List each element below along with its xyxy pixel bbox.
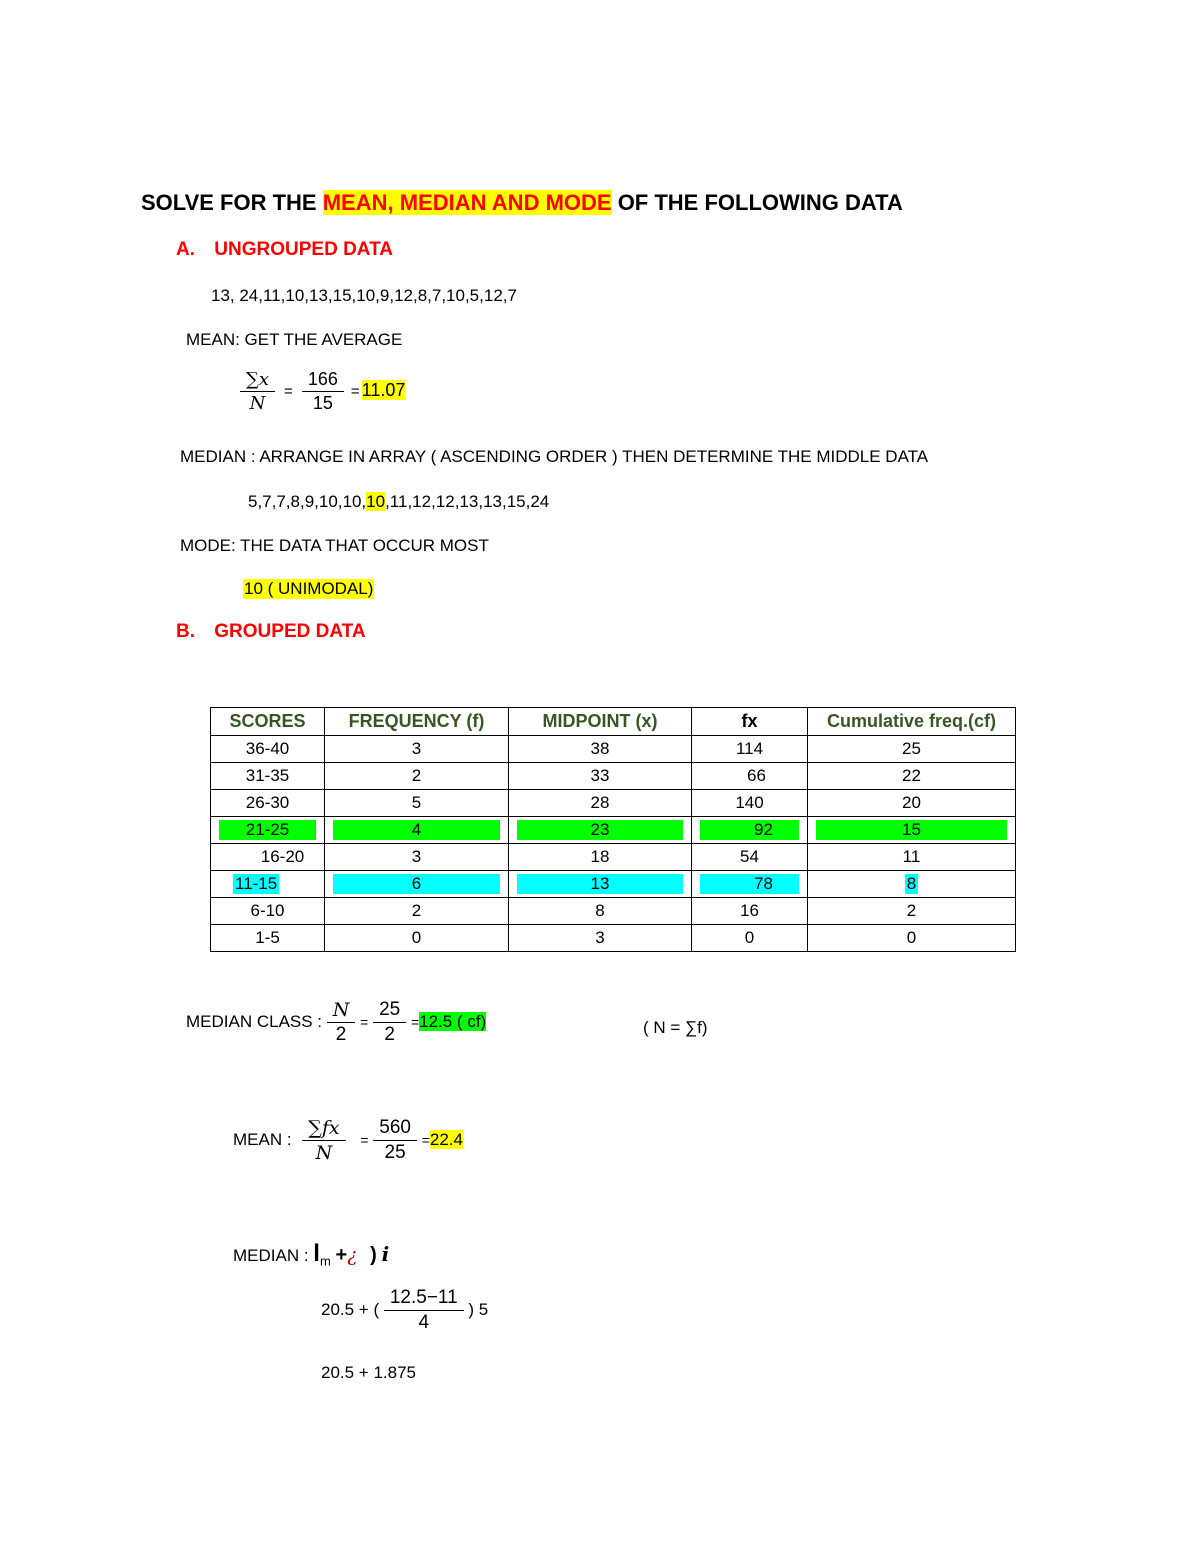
section-b-letter: B. xyxy=(176,621,195,642)
cell-highlight: 6 xyxy=(333,874,500,894)
header-midpoint: MIDPOINT (x) xyxy=(509,708,692,736)
cell: 3 xyxy=(325,736,509,763)
median-step-2: 20.5 + 1.875 xyxy=(321,1363,417,1382)
fraction-n-over-2: $\frac{N}{2}$ xyxy=(327,999,356,1046)
cell: 38 xyxy=(509,736,692,763)
title-post: OF THE FOLLOWING DATA xyxy=(611,190,903,215)
section-b-title: GROUPED DATA xyxy=(214,621,366,642)
median-class-label: MEDIAN CLASS : xyxy=(186,1011,323,1031)
cell-highlight: 11-15 xyxy=(235,874,278,893)
n-equals-sum-f-note: ( N = ∑f) xyxy=(643,1018,708,1037)
mode-label: MODE: THE DATA THAT OCCUR MOST xyxy=(180,536,489,555)
cell: 31-35 xyxy=(211,763,325,790)
cell: 66 xyxy=(692,763,808,790)
median-step-1: 20.5 + ( $\frac{12.5-11}{4}$ ) 5 xyxy=(321,1287,489,1333)
table-row xyxy=(211,736,1016,763)
fraction-560-over-25: $\frac{560}{25}$ xyxy=(373,1117,417,1164)
ungrouped-mean-formula: $\frac{\sum x}{N}$ = $\frac{166}{15}$ = 11.07 xyxy=(240,369,405,414)
cell: 0 xyxy=(325,925,509,952)
cell: 8 xyxy=(509,898,692,925)
cell: 5 xyxy=(325,790,509,817)
median-class-result: 12.5 ( cf) xyxy=(419,1011,487,1031)
header-frequency: FREQUENCY (f) xyxy=(325,708,509,736)
grouped-median-formula: MEDIAN : $l_m$ +¿ ) i xyxy=(233,1240,390,1269)
cell xyxy=(325,871,509,898)
median-class-formula: MEDIAN CLASS : $\frac{N}{2}$ = $\frac{25}{2}$ =12.5 ( cf) xyxy=(186,999,487,1045)
fraction-sum-x-over-n: $\frac{\sum x}{N}$ xyxy=(240,369,275,414)
table-row-median-class xyxy=(211,817,1016,844)
cell-highlight: 21-25 xyxy=(219,820,316,840)
cell xyxy=(325,817,509,844)
grouped-mean-result: 22.4 xyxy=(429,1129,463,1149)
cell: 1-5 xyxy=(211,925,325,952)
cell xyxy=(692,817,808,844)
cell-highlight: 23 xyxy=(517,820,683,840)
cell: 114 xyxy=(692,736,808,763)
cell: 16-20 xyxy=(211,844,325,871)
section-a-title: UNGROUPED DATA xyxy=(214,239,394,260)
grouped-mean-label: MEAN : xyxy=(233,1129,292,1149)
cell: 18 xyxy=(509,844,692,871)
grouped-data-table xyxy=(210,707,1016,952)
cell: 36-40 xyxy=(211,736,325,763)
cell-highlight: 13 xyxy=(517,874,683,894)
cell xyxy=(211,871,325,898)
table-header-row xyxy=(211,708,1016,736)
cell: 28 xyxy=(509,790,692,817)
cell: 2 xyxy=(325,763,509,790)
fraction-25-over-2: $\frac{25}{2}$ xyxy=(373,999,406,1046)
cell: 16 xyxy=(692,898,808,925)
cell-highlight: 4 xyxy=(333,820,500,840)
section-a-heading xyxy=(176,239,393,261)
median-value: 10 xyxy=(366,492,386,511)
table-row xyxy=(211,763,1016,790)
cell: 2 xyxy=(325,898,509,925)
median-array: 5,7,7,8,9,10,10,10,11,12,12,13,13,15,24 xyxy=(248,492,550,511)
cell: 2 xyxy=(808,898,1016,925)
cell-highlight: 15 xyxy=(816,820,1007,840)
cell: 33 xyxy=(509,763,692,790)
fraction-step: $\frac{12.5-11}{4}$ xyxy=(384,1287,464,1334)
grouped-mean-formula: MEAN : $\frac{\sum fx}{N}$ = $\frac{560}{25}$ =22.4 xyxy=(233,1117,463,1164)
cell: 11 xyxy=(808,844,1016,871)
cell xyxy=(509,871,692,898)
section-a-letter: A. xyxy=(176,239,195,260)
cell-highlight: 78 xyxy=(700,874,799,894)
cell: 140 xyxy=(692,790,808,817)
mean-result: 11.07 xyxy=(361,380,406,401)
section-b-heading xyxy=(176,621,366,643)
page-title xyxy=(141,190,903,216)
cell xyxy=(211,817,325,844)
table-row-modal-class xyxy=(211,871,1016,898)
ungrouped-data: 13, 24,11,10,13,15,10,9,12,8,7,10,5,12,7 xyxy=(211,286,517,305)
cell: 26-30 xyxy=(211,790,325,817)
table-row xyxy=(211,844,1016,871)
table-row xyxy=(211,898,1016,925)
cell xyxy=(808,817,1016,844)
cell-highlight: 8 xyxy=(906,874,917,893)
cell: 3 xyxy=(325,844,509,871)
cell xyxy=(509,817,692,844)
cell: 0 xyxy=(808,925,1016,952)
cell: 22 xyxy=(808,763,1016,790)
table-row xyxy=(211,790,1016,817)
median-label: MEDIAN : ARRANGE IN ARRAY ( ASCENDING ORDER ) THEN DETERMINE THE MIDDLE DATA xyxy=(180,447,929,466)
table-row xyxy=(211,925,1016,952)
cell: 6-10 xyxy=(211,898,325,925)
fraction-166-over-15: $\frac{166}{15}$ xyxy=(302,369,344,414)
cell: 0 xyxy=(692,925,808,952)
header-cumulative: Cumulative freq.(cf) xyxy=(808,708,1016,736)
cell: 20 xyxy=(808,790,1016,817)
cell: 54 xyxy=(692,844,808,871)
header-fx: fx xyxy=(692,708,808,736)
cell: 25 xyxy=(808,736,1016,763)
fraction-sum-fx-over-n: $\frac{\sum fx}{N}$ xyxy=(302,1117,345,1164)
mean-label: MEAN: GET THE AVERAGE xyxy=(186,330,403,349)
title-highlight: MEAN, MEDIAN AND MODE xyxy=(322,190,612,215)
cell: 3 xyxy=(509,925,692,952)
cell xyxy=(808,871,1016,898)
cell xyxy=(692,871,808,898)
mode-result: 10 ( UNIMODAL) xyxy=(244,579,374,598)
title-pre: SOLVE FOR THE xyxy=(141,190,323,215)
header-scores: SCORES xyxy=(211,708,325,736)
grouped-median-label: MEDIAN : xyxy=(233,1246,309,1265)
cell-highlight: 92 xyxy=(700,820,799,840)
